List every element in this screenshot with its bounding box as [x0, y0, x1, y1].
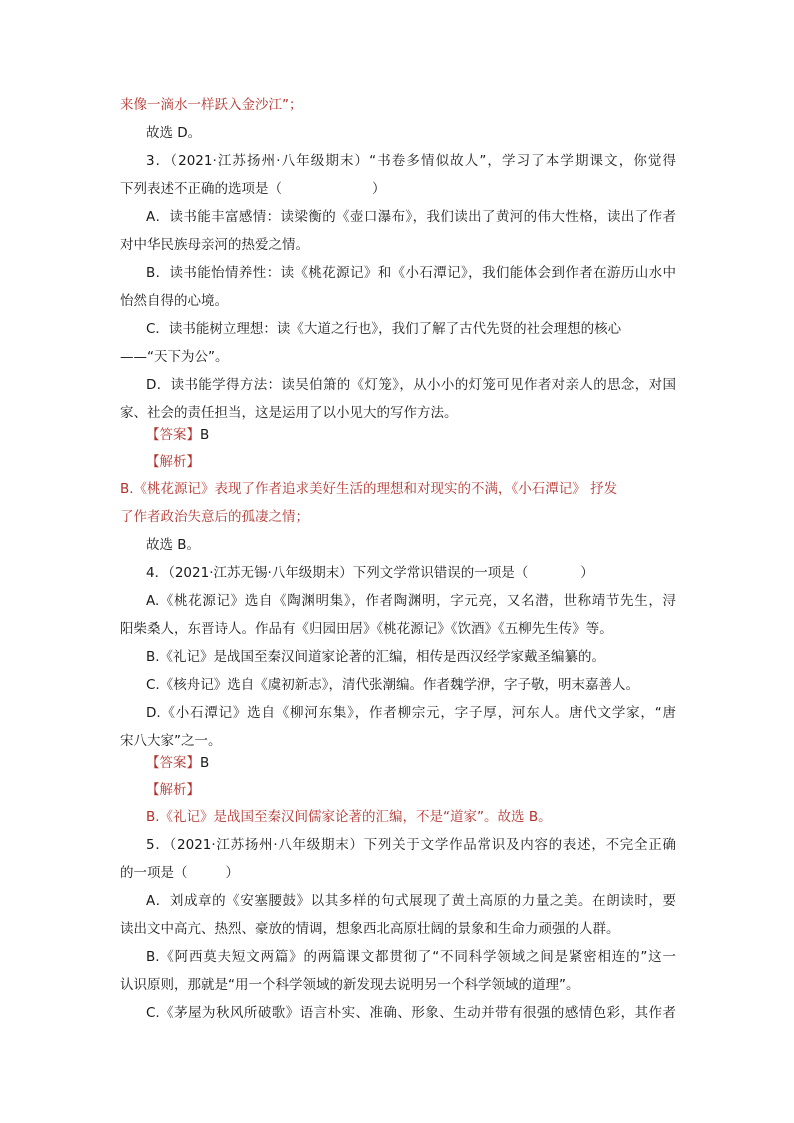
question-5-stem-cont	[120, 863, 239, 883]
text-span: 的一项是（	[120, 865, 188, 881]
answer-line	[146, 753, 209, 773]
option-c-cont: ——“天下为公”。	[120, 349, 229, 365]
analysis-label: 【解析】	[146, 454, 200, 470]
question-5-stem: 5．（2021·江苏扬州·八年级期末）下列关于文学作品常识及内容的表述，不完全正确	[146, 837, 676, 853]
option-a: A．刘成章的《安塞腰鼓》以其多样的句式展现了黄土高原的力量之美。在朗读时，要	[146, 893, 676, 909]
text-span: ）	[580, 565, 594, 581]
answer-label: 【答案】	[146, 755, 200, 771]
question-3-stem: 3．（2021·江苏扬州·八年级期末）“书卷多情似故人”，学习了本学期课文，你觉得	[146, 153, 676, 169]
explanation-line: 了作者政治失意后的孤凄之情；	[120, 509, 309, 525]
text-line: 来像一滴水一样跃入金沙江”；	[120, 97, 303, 113]
option-b-cont: 怡然自得的心境。	[120, 293, 228, 309]
option-d-cont: 宋八大家”之一。	[120, 733, 222, 749]
option-a-cont: 对中华民族母亲河的热爱之情。	[120, 237, 309, 253]
option-a: A.《桃花源记》选自《陶渊明集》，作者陶渊明，字元亮，又名潜，世称靖节先生，浔	[146, 593, 676, 609]
option-c: C.《茅屋为秋风所破歌》语言朴实、准确、形象、生动并带有很强的感情色彩，其作者	[146, 1005, 676, 1021]
text-span: 下列表述不正确的选项是（	[120, 181, 282, 197]
analysis-label: 【解析】	[146, 782, 200, 798]
option-b: B.《礼记》是战国至秦汉间道家论著的汇编，相传是西汉经学家戴圣编纂的。	[146, 649, 606, 665]
text-line: 故选 B。	[146, 537, 201, 553]
option-a-cont: 阳柴桑人，东晋诗人。作品有《归园田居》《桃花源记》《饮酒》《五柳先生传》等。	[120, 621, 613, 637]
option-c: C．读书能树立理想：读《大道之行也》，我们了解了古代先贤的社会理想的核心	[146, 321, 622, 337]
text-span: ）	[225, 865, 239, 881]
explanation-line: B.《桃花源记》表现了作者追求美好生活的理想和对现实的不满，《小石潭记》 抒发	[120, 481, 618, 497]
answer-value: B	[200, 427, 210, 443]
option-c: C.《核舟记》选自《虞初新志》，清代张潮编。作者魏学洢，字子敬，明末嘉善人。	[146, 677, 639, 693]
text-span: 4．（2021·江苏无锡·八年级期末）下列文学常识错误的一项是（	[146, 565, 529, 581]
option-a-cont: 读出文中高亢、热烈、豪放的情调，想象西北高原壮阔的景象和生命力顽强的人群。	[120, 921, 620, 937]
option-d-cont: 家、社会的责任担当，这是运用了以小见大的写作方法。	[120, 405, 458, 421]
option-a: A．读书能丰富感情：读梁衡的《壶口瀑布》，我们读出了黄河的伟大性格，读出了作者	[146, 209, 676, 225]
question-3-stem-cont	[120, 179, 386, 199]
explanation-line: B.《礼记》是战国至秦汉间儒家论著的汇编，不是“道家”。故选 B。	[146, 809, 552, 825]
answer-line	[146, 425, 209, 445]
text-line: 故选 D。	[146, 125, 202, 141]
answer-value: B	[200, 755, 210, 771]
option-b: B．读书能怡情养性：读《桃花源记》和《小石潭记》，我们能体会到作者在游历山水中	[146, 265, 676, 281]
text-span: ）	[372, 181, 386, 197]
answer-label: 【答案】	[146, 427, 200, 443]
option-b-cont: 认识原则，那就是“用一个科学领域的新发现去说明另一个科学领域的道理”。	[120, 977, 580, 993]
option-b: B.《阿西莫夫短文两篇》的两篇课文都贯彻了“不同科学领域之间是紧密相连的”这一	[146, 949, 676, 965]
question-4-stem	[146, 563, 594, 583]
option-d: D.《小石潭记》选自《柳河东集》，作者柳宗元，字子厚，河东人。唐代文学家，“唐	[146, 705, 676, 721]
option-d: D．读书能学得方法：读吴伯箫的《灯笼》，从小小的灯笼可见作者对亲人的思念，对国	[146, 377, 676, 393]
